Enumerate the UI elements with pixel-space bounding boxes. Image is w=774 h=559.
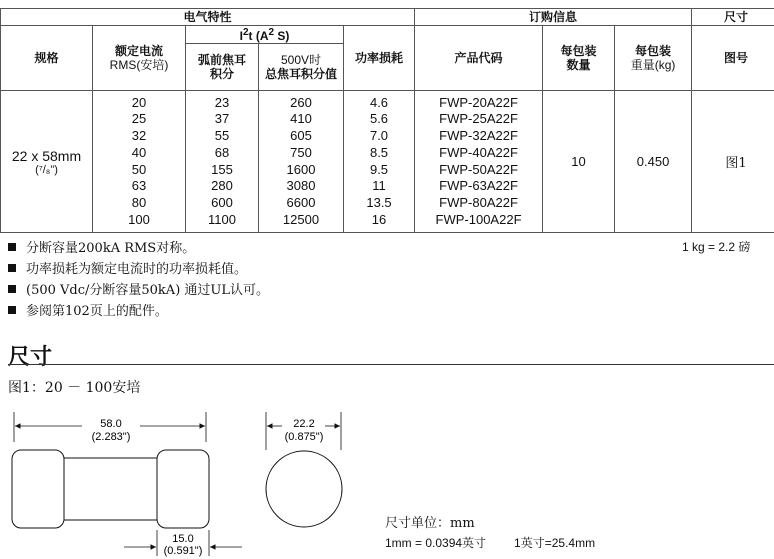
pack-weight-cell: 0.450 (615, 91, 692, 233)
row-code-value: FWP-63A22F (439, 178, 518, 194)
row-prearc-value: 280 (211, 178, 233, 194)
row-current-value: 25 (131, 111, 147, 127)
mm-to-inch: 1mm = 0.0394英寸 (385, 536, 487, 550)
spec-header: 规格 (1, 26, 93, 91)
row-code-value: FWP-100A22F (435, 211, 522, 227)
bullet-icon (8, 306, 16, 314)
spec-table (0, 8, 774, 233)
product-code-header: 产品代码 (415, 26, 543, 91)
row-total-value: 1600 (286, 161, 316, 177)
note-item: 分断容量200kA RMS对称。 (8, 238, 269, 259)
total-column (259, 91, 344, 233)
bullet-icon (8, 264, 16, 272)
ordering-header: 订购信息 (415, 9, 692, 26)
row-loss-value: 11 (372, 178, 386, 194)
rated-current-header: 额定电流 RMS(安培) (93, 26, 186, 91)
row-current-value: 100 (128, 211, 150, 227)
figure-no-header: 图号 (692, 26, 774, 91)
row-loss-value: 4.6 (369, 94, 389, 110)
row-code-value: FWP-25A22F (439, 111, 518, 127)
spec-cell: 22 x 58mm (⁷/₈") (1, 91, 93, 233)
notes-list (8, 238, 269, 322)
row-total-value: 6600 (286, 194, 316, 210)
row-current-value: 80 (131, 194, 147, 210)
row-current-value: 50 (131, 161, 147, 177)
row-current-value: 20 (131, 94, 147, 110)
note-item: 参阅第102页上的配件。 (8, 301, 269, 322)
section-divider (8, 364, 774, 365)
figure-caption: 图1：20 － 100安培 (8, 380, 141, 396)
row-total-value: 605 (290, 128, 312, 144)
fuse-side-view (12, 450, 209, 528)
row-loss-value: 7.0 (369, 128, 389, 144)
row-loss-value: 13.5 (366, 194, 392, 210)
row-code-value: FWP-32A22F (439, 128, 518, 144)
i2t-header: $I^2t$ ($A^2$ S) (186, 26, 344, 44)
note-item: (500 Vdc/分断容量50kA) 通过UL认可。 (8, 280, 269, 301)
total-i2t-header: 500V时 总焦耳积分值 (259, 44, 344, 91)
bullet-icon (8, 243, 16, 251)
code-column (415, 91, 543, 233)
row-total-value: 3080 (286, 178, 316, 194)
row-loss-value: 8.5 (369, 144, 389, 160)
electrical-header: 电气特性 (1, 9, 415, 26)
row-loss-value: 5.6 (369, 111, 389, 127)
note-item: 功率损耗为额定电流时的功率损耗值。 (8, 259, 269, 280)
row-loss-value: 9.5 (369, 161, 389, 177)
loss-column (344, 91, 415, 233)
row-total-value: 410 (290, 111, 312, 127)
section-title: 尺寸 (8, 344, 53, 370)
row-prearc-value: 37 (214, 111, 230, 127)
row-code-value: FWP-50A22F (439, 161, 518, 177)
inch-to-mm: 1英寸=25.4mm (514, 536, 596, 550)
row-loss-value: 16 (371, 211, 387, 227)
length-mm-label: 58.0 (100, 418, 122, 430)
row-prearc-value: 600 (211, 194, 233, 210)
row-code-value: FWP-40A22F (439, 144, 518, 160)
length-in-label: (2.283") (91, 431, 131, 443)
prearc-column (186, 91, 259, 233)
cap-in-label: (0.591") (163, 545, 203, 557)
row-total-value: 12500 (282, 211, 320, 227)
row-code-value: FWP-80A22F (439, 194, 518, 210)
row-prearc-value: 23 (214, 94, 230, 110)
pack-weight-header: 每包装 重量(kg) (615, 26, 692, 91)
bullet-icon (8, 285, 16, 293)
row-code-value: FWP-20A22F (439, 94, 518, 110)
row-prearc-value: 155 (211, 161, 233, 177)
row-current-value: 40 (131, 144, 147, 160)
row-total-value: 750 (290, 144, 312, 160)
row-prearc-value: 55 (214, 128, 230, 144)
dimensions-header: 尺寸 (692, 9, 774, 26)
unit-label: 尺寸单位：mm (385, 516, 475, 531)
cap-mm-label: 15.0 (172, 533, 194, 545)
diameter-mm-label: 22.2 (293, 418, 315, 430)
figure-cell: 图1 (692, 91, 774, 233)
fuse-end-view (266, 451, 342, 527)
row-current-value: 32 (131, 128, 147, 144)
pack-qty-cell: 10 (543, 91, 615, 233)
row-prearc-value: 1100 (208, 211, 236, 227)
pack-qty-header: 每包装 数量 (543, 26, 615, 91)
current-column (93, 91, 186, 233)
length-conversion (385, 534, 595, 551)
diameter-in-label: (0.875") (284, 431, 324, 443)
prearc-header: 弧前焦耳 积分 (186, 44, 259, 91)
weight-conversion-note: 1 kg = 2.2 磅 (682, 240, 751, 254)
row-current-value: 63 (131, 178, 147, 194)
power-loss-header: 功率损耗 (344, 26, 415, 91)
row-total-value: 260 (290, 94, 312, 110)
row-prearc-value: 68 (214, 144, 230, 160)
